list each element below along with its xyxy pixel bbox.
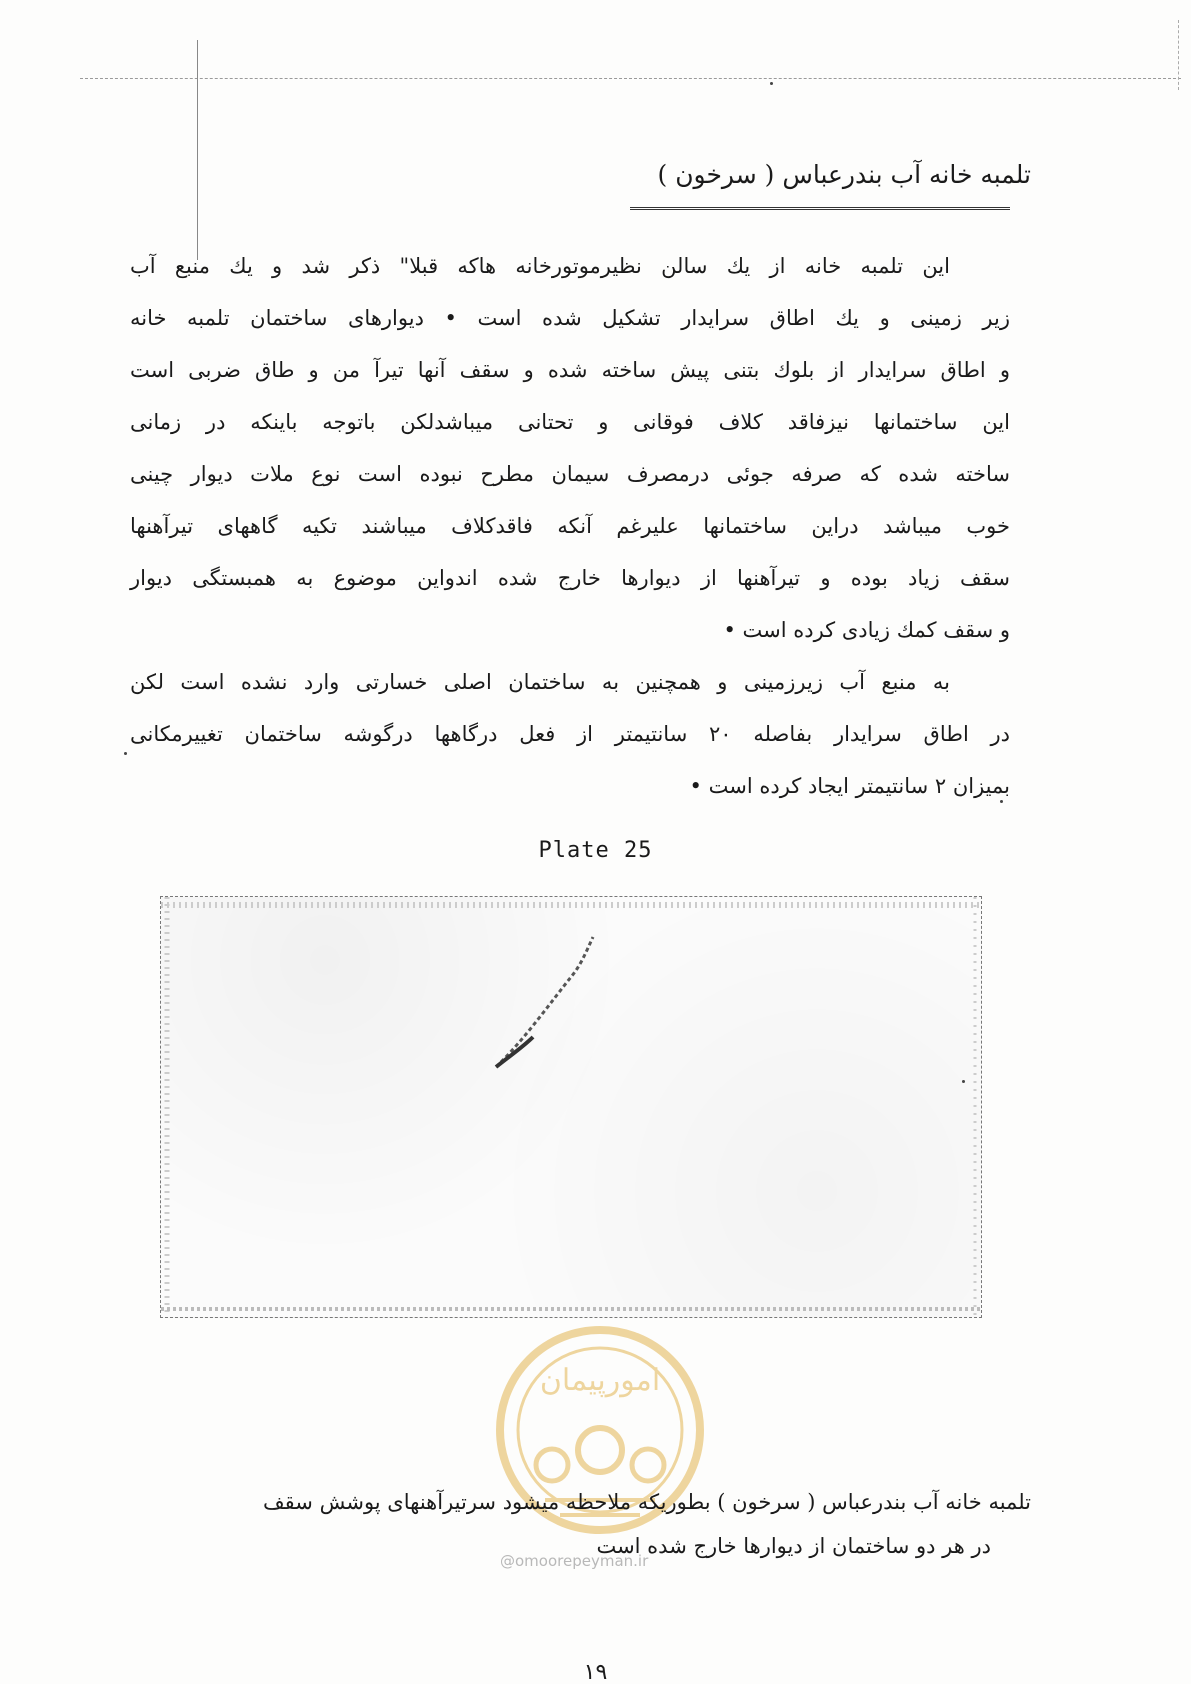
scan-speck (770, 82, 773, 85)
paragraph-2-line: بمیزان ۲ سانتیمتر ایجاد كرده است • (689, 774, 1010, 798)
paragraph-1-line: خوب میباشد دراین ساختمانها علیرغم آنكه فاقدكلاف میباشند تكیه گاههای تیرآهنها (130, 514, 1010, 538)
right-margin-line (1178, 20, 1179, 90)
caption-line: تلمبه خانه آب بندرعباس ( سرخون ) بطوریكه ملاحظه میشود سرتیرآهنهای پوشش سقف (262, 1490, 1031, 1514)
plate-photo (160, 896, 982, 1318)
page-number: ۱۹ (583, 1660, 608, 1685)
watermark-url: @omoorepeyman.ir (500, 1552, 649, 1570)
paragraph-2-line: به منبع آب زیرزمینی و همچنین به ساختمان اصلی خسارتی وارد نشده است لكن (130, 670, 950, 694)
caption-line: در هر دو ساختمان از دیوارها خارج شده است (596, 1534, 991, 1558)
page-heading: تلمبه خانه آب بندرعباس ( سرخون ) (657, 160, 1031, 189)
plate-label: Plate 25 (538, 838, 653, 863)
scan-speck (1000, 800, 1003, 803)
paragraph-1-line: زیر زمینی و یك اطاق سرایدار تشكیل شده است • دیوارهای ساختمان تلمبه خانه (130, 306, 1010, 330)
top-scan-border (80, 78, 1181, 79)
scan-speck (124, 752, 127, 755)
paragraph-2-line: در اطاق سرایدار بفاصله ۲۰ سانتیمتر از فعل درگاهها درگوشه ساختمان تغییرمكانی (130, 722, 1010, 746)
scan-speck (962, 1080, 965, 1083)
body-text (130, 240, 1010, 812)
paragraph-1-line: این ساختمانها نیزفاقد كلاف فوقانی و تحتانی میباشدلكن باتوجه باینكه در زمانی (130, 410, 1010, 434)
svg-text:امورپیمان: امورپیمان (539, 1363, 661, 1398)
left-margin-line (197, 40, 198, 260)
heading-underline (630, 207, 1010, 210)
paragraph-1-line: و اطاق سرایدار از بلوك بتنی پیش ساخته شده و سقف آنها تیرآ من و طاق ضربی است (130, 358, 1010, 382)
paragraph-1-line: و سقف كمك زیادی كرده است • (723, 618, 1010, 642)
faded-photo-marks (161, 897, 981, 1317)
paragraph-1-line: سقف زیاد بوده و تیرآهنها از دیوارها خارج شده اندواین موضوع به همبستگی دیوار (130, 566, 1010, 590)
paragraph-1-line: این تلمبه خانه از یك سالن نظیرموتورخانه هاكه قبلا" ذكر شد و یك منبع آب (130, 254, 950, 278)
paragraph-1-line: ساخته شده كه صرفه جوئی درمصرف سیمان مطرح نبوده است نوع ملات دیوار چینی (130, 462, 1010, 486)
